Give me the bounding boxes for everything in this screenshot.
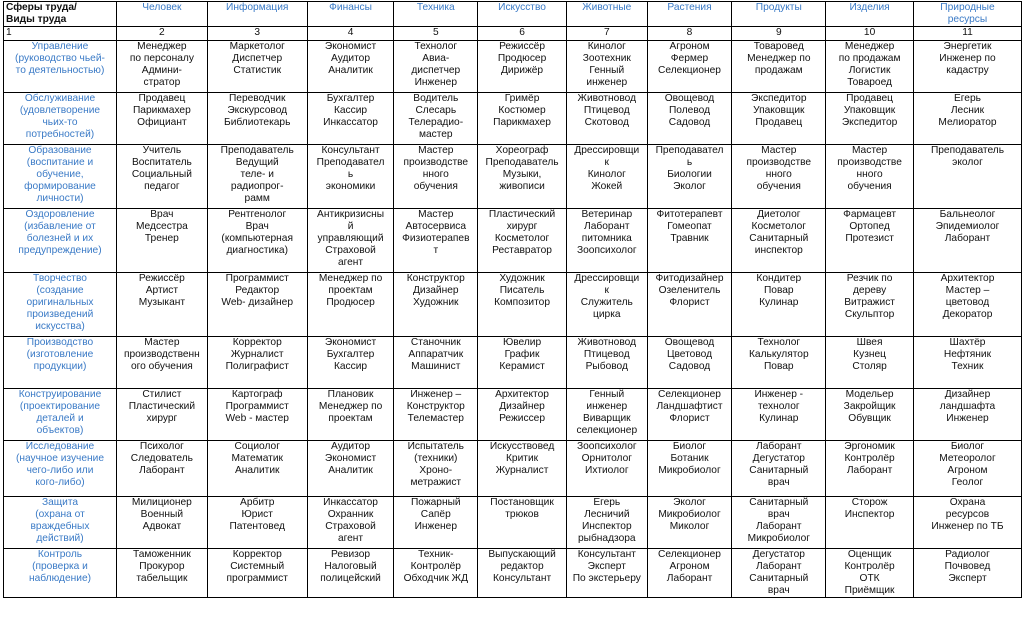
table-cell: Селекционер Агроном Лаборант	[647, 548, 732, 598]
row-header: Исследование (научное изучение чего-либо или кого-либо)	[4, 440, 117, 496]
table-cell: Ревизор Налоговый полицейский	[307, 548, 394, 598]
table-cell: Технолог Калькулятор Повар	[732, 336, 826, 388]
table-cell: Режиссёр Артист Музыкант	[116, 272, 207, 336]
table-cell: Агроном Фермер Селекционер	[647, 40, 732, 92]
table-cell: Консультант Преподавател ь экономики	[307, 144, 394, 208]
column-header: Растения	[647, 2, 732, 27]
table-cell: Бальнеолог Эпидемиолог Лаборант	[913, 208, 1021, 272]
header-row	[4, 2, 1022, 27]
table-cell: Товаровед Менеджер по продажам	[732, 40, 826, 92]
table-cell: Экспедитор Упаковщик Продавец	[732, 92, 826, 144]
table-cell: Мастер Автосервиса Физиотерапев т	[394, 208, 478, 272]
row-header: Защита (охрана от враждебных действий)	[4, 496, 117, 548]
table-cell: Хореограф Преподаватель Музыки, живописи	[478, 144, 567, 208]
table-cell: Техник- Контролёр Обходчик ЖД	[394, 548, 478, 598]
table-cell: Швея Кузнец Столяр	[826, 336, 914, 388]
table-cell: Аудитор Экономист Аналитик	[307, 440, 394, 496]
table-cell: Дрессировщи к Служитель цирка	[566, 272, 647, 336]
table-cell: Стилист Пластический хирург	[116, 388, 207, 440]
table-cell: Егерь Лесник Мелиоратор	[913, 92, 1021, 144]
table-cell: Биолог Ботаник Микробиолог	[647, 440, 732, 496]
table-cell: Арбитр Юрист Патентовед	[207, 496, 307, 548]
table-cell: Кондитер Повар Кулинар	[732, 272, 826, 336]
table-cell: Экономист Бухгалтер Кассир	[307, 336, 394, 388]
table-cell: Рентгенолог Врач (компьютерная диагностика)	[207, 208, 307, 272]
table-cell: Кинолог Зоотехник Генный инженер	[566, 40, 647, 92]
table-row	[4, 144, 1022, 208]
table-cell: Режиссёр Продюсер Дирижёр	[478, 40, 567, 92]
table-cell: Продавец Упаковщик Экспедитор	[826, 92, 914, 144]
table-cell: Менеджер по проектам Продюсер	[307, 272, 394, 336]
table-cell: Резчик по дереву Витражист Скульптор	[826, 272, 914, 336]
row-header: Творчество (создание оригинальных произведений искусства)	[4, 272, 117, 336]
table-cell: Радиолог Почвовед Эксперт	[913, 548, 1021, 598]
table-cell: Шахтёр Нефтяник Техник	[913, 336, 1021, 388]
table-row	[4, 496, 1022, 548]
table-row	[4, 40, 1022, 92]
table-cell: Таможенник Прокурор табельщик	[116, 548, 207, 598]
table-row	[4, 388, 1022, 440]
table-cell: Мастер производстве нного обучения	[394, 144, 478, 208]
table-cell: Эколог Микробиолог Миколог	[647, 496, 732, 548]
row-header: Управление (руководство чьей- то деятельностью)	[4, 40, 117, 92]
table-cell: Менеджер по персоналу Админи- стратор	[116, 40, 207, 92]
table-cell: Гримёр Костюмер Парикмахер	[478, 92, 567, 144]
table-cell: Энергетик Инженер по кадастру	[913, 40, 1021, 92]
column-header: Продукты	[732, 2, 826, 27]
table-cell: Фитодизайнер Озеленитель Флорист	[647, 272, 732, 336]
column-header: Финансы	[307, 2, 394, 27]
table-cell: Корректор Журналист Полиграфист	[207, 336, 307, 388]
table-cell: Психолог Следователь Лаборант	[116, 440, 207, 496]
table-cell: Ветеринар Лаборант питомника Зоопсихолог	[566, 208, 647, 272]
table-cell: Оценщик Контролёр ОТК Приёмщик	[826, 548, 914, 598]
column-number: 6	[478, 27, 567, 40]
table-cell: Преподаватель Ведущий теле- и радиопрог- рамм	[207, 144, 307, 208]
table-cell: Ювелир График Керамист	[478, 336, 567, 388]
corner-header: Сферы труда/ Виды труда	[4, 2, 117, 27]
column-number: 4	[307, 27, 394, 40]
column-number: 10	[826, 27, 914, 40]
table-cell: Конструктор Дизайнер Художник	[394, 272, 478, 336]
table-cell: Селекционер Ландшафтист Флорист	[647, 388, 732, 440]
table-cell: Дегустатор Лаборант Санитарный врач	[732, 548, 826, 598]
table-cell: Плановик Менеджер по проектам	[307, 388, 394, 440]
column-header: Человек	[116, 2, 207, 27]
table-cell: Искусствовед Критик Журналист	[478, 440, 567, 496]
row-header: Обслуживание (удовлетворение чьих-то потребностей)	[4, 92, 117, 144]
column-header: Изделия	[826, 2, 914, 27]
table-cell: Эргономик Контролёр Лаборант	[826, 440, 914, 496]
table-cell: Зоопсихолог Орнитолог Ихтиолог	[566, 440, 647, 496]
table-cell: Сторож Инспектор	[826, 496, 914, 548]
column-number: 8	[647, 27, 732, 40]
column-number: 2	[116, 27, 207, 40]
column-header: Информация	[207, 2, 307, 27]
table-cell: Лаборант Дегустатор Санитарный врач	[732, 440, 826, 496]
table-cell: Станочник Аппаратчик Машинист	[394, 336, 478, 388]
table-cell: Врач Медсестра Тренер	[116, 208, 207, 272]
table-cell: Овощевод Полевод Садовод	[647, 92, 732, 144]
professions-matrix-table	[3, 1, 1022, 598]
table-cell: Мастер производственн ого обучения	[116, 336, 207, 388]
table-cell: Фармацевт Ортопед Протезист	[826, 208, 914, 272]
table-cell: Мастер производстве нного обучения	[732, 144, 826, 208]
table-cell: Овощевод Цветовод Садовод	[647, 336, 732, 388]
table-cell: Фитотерапевт Гомеопат Травник	[647, 208, 732, 272]
column-number: 11	[913, 27, 1021, 40]
table-cell: Программист Редактор Web- дизайнер	[207, 272, 307, 336]
table-cell: Антикризисны й управляющий Страховой агент	[307, 208, 394, 272]
table-cell: Пластический хирург Косметолог Реставратор	[478, 208, 567, 272]
table-cell: Продавец Парикмахер Официант	[116, 92, 207, 144]
table-cell: Технолог Авиа- диспетчер Инженер	[394, 40, 478, 92]
column-header: Техника	[394, 2, 478, 27]
table-cell: Выпускающий редактор Консультант	[478, 548, 567, 598]
table-cell: Генный инженер Виварщик селекционер	[566, 388, 647, 440]
column-number: 7	[566, 27, 647, 40]
table-cell: Егерь Лесничий Инспектор рыбнадзора	[566, 496, 647, 548]
column-number: 3	[207, 27, 307, 40]
table-cell: Животновод Птицевод Рыбовод	[566, 336, 647, 388]
table-cell: Модельер Закройщик Обувщик	[826, 388, 914, 440]
column-header: Природные ресурсы	[913, 2, 1021, 27]
column-number-row	[4, 27, 1022, 40]
table-cell: Консультант Эксперт По экстерьеру	[566, 548, 647, 598]
table-row	[4, 272, 1022, 336]
column-header: Искусство	[478, 2, 567, 27]
table-cell: Дизайнер ландшафта Инженер	[913, 388, 1021, 440]
table-cell: Преподавател ь Биологии Эколог	[647, 144, 732, 208]
table-row	[4, 336, 1022, 388]
row-header: Оздоровление (избавление от болезней и их предупреждение)	[4, 208, 117, 272]
table-cell: Мастер производстве нного обучения	[826, 144, 914, 208]
table-cell: Постановщик трюков	[478, 496, 567, 548]
table-cell: Пожарный Сапёр Инженер	[394, 496, 478, 548]
table-row	[4, 92, 1022, 144]
row-header: Производство (изготовление продукции)	[4, 336, 117, 388]
table-cell: Инженер – Конструктор Телемастер	[394, 388, 478, 440]
table-cell: Милиционер Военный Адвокат	[116, 496, 207, 548]
table-cell: Дрессировщи к Кинолог Жокей	[566, 144, 647, 208]
table-cell: Архитектор Дизайнер Режиссер	[478, 388, 567, 440]
column-number: 1	[4, 27, 117, 40]
table-cell: Менеджер по продажам Логистик Товароед	[826, 40, 914, 92]
table-cell: Водитель Слесарь Телерадио- мастер	[394, 92, 478, 144]
table-cell: Картограф Программист Web - мастер	[207, 388, 307, 440]
row-header: Образование (воспитание и обучение, формирование личности)	[4, 144, 117, 208]
table-cell: Охрана ресурсов Инженер по ТБ	[913, 496, 1021, 548]
table-cell: Биолог Метеоролог Агроном Геолог	[913, 440, 1021, 496]
table-cell: Художник Писатель Композитор	[478, 272, 567, 336]
table-cell: Санитарный врач Лаборант Микробиолог	[732, 496, 826, 548]
table-cell: Преподаватель эколог	[913, 144, 1021, 208]
column-number: 5	[394, 27, 478, 40]
table-cell: Маркетолог Диспетчер Статистик	[207, 40, 307, 92]
table-cell: Экономист Аудитор Аналитик	[307, 40, 394, 92]
table-cell: Испытатель (техники) Хроно- метражист	[394, 440, 478, 496]
row-header: Конструирование (проектирование деталей и объектов)	[4, 388, 117, 440]
table-cell: Инкассатор Охранник Страховой агент	[307, 496, 394, 548]
table-row	[4, 548, 1022, 598]
column-header: Животные	[566, 2, 647, 27]
table-cell: Корректор Системный программист	[207, 548, 307, 598]
table-cell: Учитель Воспитатель Социальный педагог	[116, 144, 207, 208]
table-row	[4, 208, 1022, 272]
row-header: Контроль (проверка и наблюдение)	[4, 548, 117, 598]
table-cell: Переводчик Экскурсовод Библиотекарь	[207, 92, 307, 144]
table-cell: Архитектор Мастер – цветовод Декоратор	[913, 272, 1021, 336]
table-cell: Инженер - технолог Кулинар	[732, 388, 826, 440]
table-cell: Диетолог Косметолог Санитарный инспектор	[732, 208, 826, 272]
table-cell: Бухгалтер Кассир Инкассатор	[307, 92, 394, 144]
table-row	[4, 440, 1022, 496]
table-cell: Животновод Птицевод Скотовод	[566, 92, 647, 144]
column-number: 9	[732, 27, 826, 40]
table-cell: Социолог Математик Аналитик	[207, 440, 307, 496]
